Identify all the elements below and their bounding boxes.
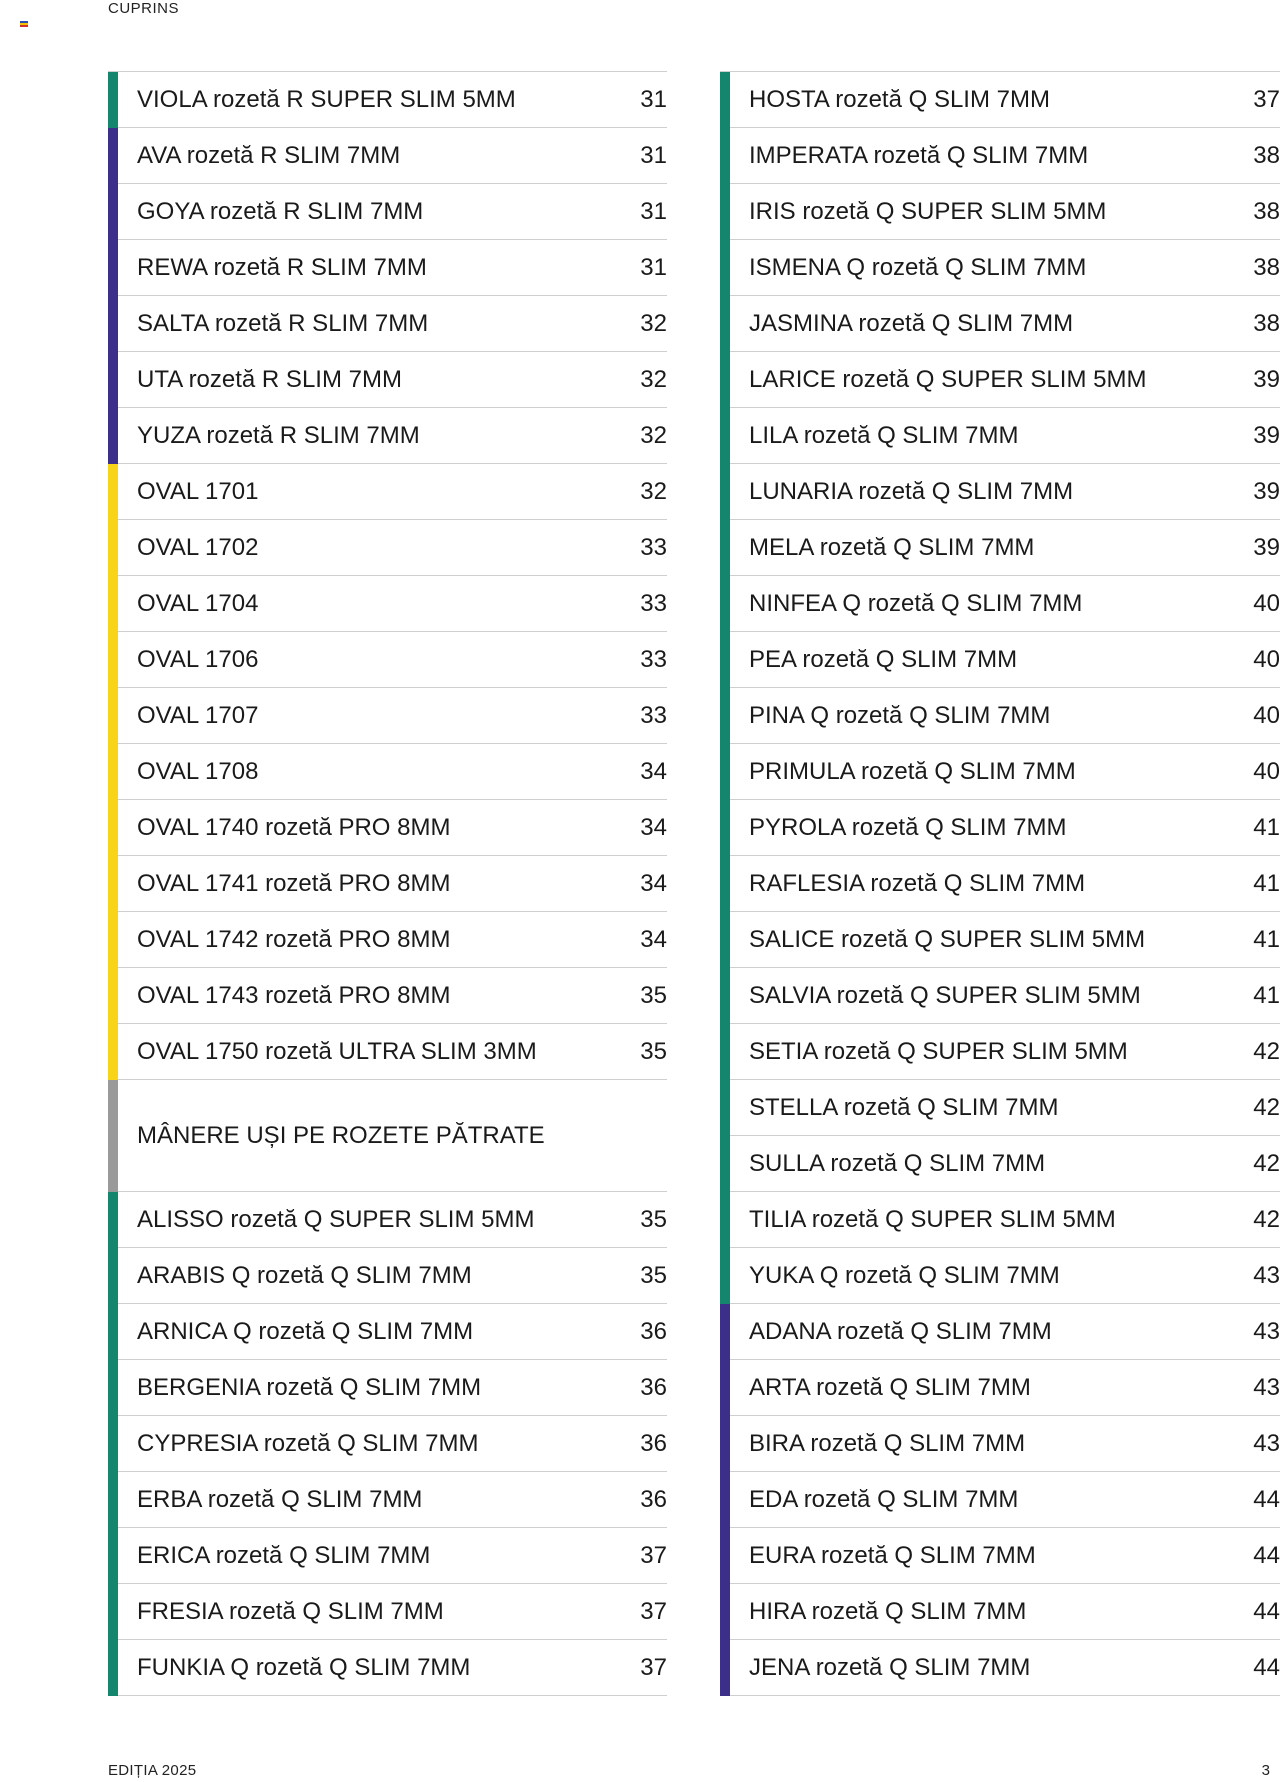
toc-entry-title: OVAL 1740 rozetă PRO 8MM — [137, 813, 451, 841]
toc-entry-page: 35 — [640, 1261, 667, 1289]
toc-entry-title: CYPRESIA rozetă Q SLIM 7MM — [137, 1429, 479, 1457]
toc-entry-page: 38 — [1253, 141, 1280, 169]
toc-entry-title: AVA rozetă R SLIM 7MM — [137, 141, 401, 169]
page-title: CUPRINS — [108, 0, 180, 17]
toc-entry[interactable] — [720, 184, 1280, 240]
toc-entry[interactable] — [108, 1584, 667, 1640]
toc-entry[interactable] — [108, 1248, 667, 1304]
toc-entry-title: ERICA rozetă Q SLIM 7MM — [137, 1541, 431, 1569]
toc-entry-title: STELLA rozetă Q SLIM 7MM — [749, 1093, 1059, 1121]
toc-entry-page: 32 — [640, 421, 667, 449]
toc-entry-title: FUNKIA Q rozetă Q SLIM 7MM — [137, 1653, 471, 1681]
category-color-bar — [720, 1080, 730, 1136]
toc-entry-page: 31 — [640, 253, 667, 281]
toc-entry-page: 32 — [640, 309, 667, 337]
category-color-bar — [108, 352, 118, 408]
category-color-bar — [720, 1640, 730, 1696]
category-color-bar — [108, 1304, 118, 1360]
toc-entry[interactable] — [720, 1136, 1280, 1192]
category-color-bar — [720, 184, 730, 240]
toc-entry-title: OVAL 1708 — [137, 757, 259, 785]
toc-entry[interactable] — [720, 296, 1280, 352]
toc-entry[interactable] — [108, 744, 667, 800]
category-color-bar — [108, 1192, 118, 1248]
toc-entry-title: PRIMULA rozetă Q SLIM 7MM — [749, 757, 1076, 785]
category-color-bar — [108, 856, 118, 912]
toc-entry-title: OVAL 1741 rozetă PRO 8MM — [137, 869, 451, 897]
toc-entry[interactable] — [108, 352, 667, 408]
toc-entry-title: RAFLESIA rozetă Q SLIM 7MM — [749, 869, 1086, 897]
toc-entry[interactable] — [108, 632, 667, 688]
toc-entry[interactable] — [720, 688, 1280, 744]
toc-entry-title: OVAL 1742 rozetă PRO 8MM — [137, 925, 451, 953]
category-color-bar — [108, 1080, 118, 1192]
category-color-bar — [108, 744, 118, 800]
category-color-bar — [720, 408, 730, 464]
toc-entry[interactable] — [108, 240, 667, 296]
toc-entry-page: 35 — [640, 1205, 667, 1233]
toc-entry-title: MÂNERE UȘI PE ROZETE PĂTRATE — [137, 1121, 545, 1149]
toc-entry-title: OVAL 1750 rozetă ULTRA SLIM 3MM — [137, 1037, 537, 1065]
category-color-bar — [720, 968, 730, 1024]
category-color-bar — [720, 1472, 730, 1528]
toc-entry-page: 34 — [640, 869, 667, 897]
toc-entry-page: 33 — [640, 645, 667, 673]
toc-entry-title: SALVIA rozetă Q SUPER SLIM 5MM — [749, 981, 1141, 1009]
toc-entry-title: EURA rozetă Q SLIM 7MM — [749, 1541, 1036, 1569]
toc-entry-title: UTA rozetă R SLIM 7MM — [137, 365, 402, 393]
toc-entry[interactable] — [720, 128, 1280, 184]
toc-entry-page: 42 — [1253, 1093, 1280, 1121]
toc-entry[interactable] — [720, 1640, 1280, 1696]
toc-entry[interactable] — [108, 520, 667, 576]
toc-entry-title: ARNICA Q rozetă Q SLIM 7MM — [137, 1317, 474, 1345]
toc-entry-page: 31 — [640, 141, 667, 169]
toc-entry-page: 42 — [1253, 1205, 1280, 1233]
category-color-bar — [108, 1472, 118, 1528]
toc-entry-title: OVAL 1706 — [137, 645, 259, 673]
toc-entry-title: LARICE rozetă Q SUPER SLIM 5MM — [749, 365, 1147, 393]
toc-entry[interactable] — [108, 688, 667, 744]
toc-entry-title: IRIS rozetă Q SUPER SLIM 5MM — [749, 197, 1107, 225]
toc-entry-page: 41 — [1253, 813, 1280, 841]
category-color-bar — [720, 1416, 730, 1472]
category-color-bar — [108, 464, 118, 520]
toc-entry-title: ADANA rozetă Q SLIM 7MM — [749, 1317, 1052, 1345]
toc-entry-page: 43 — [1253, 1429, 1280, 1457]
toc-entry[interactable] — [720, 1416, 1280, 1472]
category-color-bar — [108, 688, 118, 744]
toc-entry-title: OVAL 1702 — [137, 533, 259, 561]
category-color-bar — [720, 464, 730, 520]
category-color-bar — [108, 912, 118, 968]
category-color-bar — [108, 1360, 118, 1416]
toc-entry-title: LUNARIA rozetă Q SLIM 7MM — [749, 477, 1074, 505]
category-color-bar — [108, 1416, 118, 1472]
toc-entry-title: IMPERATA rozetă Q SLIM 7MM — [749, 141, 1089, 169]
toc-entry-title: OVAL 1701 — [137, 477, 259, 505]
category-color-bar — [720, 520, 730, 576]
toc-entry[interactable] — [720, 72, 1280, 128]
toc-entry[interactable] — [108, 1304, 667, 1360]
category-color-bar — [720, 128, 730, 184]
toc-entry-page: 39 — [1253, 421, 1280, 449]
toc-entry[interactable] — [720, 1528, 1280, 1584]
toc-entry-page: 36 — [640, 1373, 667, 1401]
toc-entry-title: ERBA rozetă Q SLIM 7MM — [137, 1485, 423, 1513]
toc-entry[interactable] — [720, 1472, 1280, 1528]
category-color-bar — [108, 296, 118, 352]
toc-entry-title: LILA rozetă Q SLIM 7MM — [749, 421, 1019, 449]
category-color-bar — [108, 72, 118, 128]
toc-entry-title: ARTA rozetă Q SLIM 7MM — [749, 1373, 1031, 1401]
toc-entry[interactable] — [720, 352, 1280, 408]
toc-entry[interactable] — [108, 1472, 667, 1528]
toc-entry-title: PYROLA rozetă Q SLIM 7MM — [749, 813, 1067, 841]
toc-entry-page: 40 — [1253, 701, 1280, 729]
toc-entry-title: NINFEA Q rozetă Q SLIM 7MM — [749, 589, 1083, 617]
toc-section-header — [108, 1080, 667, 1192]
toc-entry-page: 41 — [1253, 925, 1280, 953]
toc-entry[interactable] — [108, 1192, 667, 1248]
toc-entry-page: 32 — [640, 365, 667, 393]
category-color-bar — [720, 800, 730, 856]
category-color-bar — [720, 632, 730, 688]
toc-entry-title: PINA Q rozetă Q SLIM 7MM — [749, 701, 1051, 729]
toc-entry-page: 34 — [640, 813, 667, 841]
flag-icon — [20, 21, 28, 27]
toc-left-column — [108, 72, 667, 1696]
toc-entry-title: BERGENIA rozetă Q SLIM 7MM — [137, 1373, 482, 1401]
category-color-bar — [108, 1640, 118, 1696]
toc-entry[interactable] — [108, 464, 667, 520]
toc-right-column — [720, 72, 1280, 1696]
toc-entry[interactable] — [720, 968, 1280, 1024]
toc-entry[interactable] — [720, 1584, 1280, 1640]
category-color-bar — [720, 744, 730, 800]
category-color-bar — [108, 968, 118, 1024]
toc-entry-title: JASMINA rozetă Q SLIM 7MM — [749, 309, 1074, 337]
toc-entry-page: 32 — [640, 477, 667, 505]
category-color-bar — [720, 72, 730, 128]
toc-entry-page: 34 — [640, 757, 667, 785]
toc-entry-page: 37 — [640, 1653, 667, 1681]
toc-entry-page: 44 — [1253, 1597, 1280, 1625]
toc-entry-title: GOYA rozetă R SLIM 7MM — [137, 197, 424, 225]
toc-entry[interactable] — [720, 576, 1280, 632]
toc-entry[interactable] — [720, 1304, 1280, 1360]
toc-entry-page: 37 — [1253, 85, 1280, 113]
toc-entry-title: SALTA rozetă R SLIM 7MM — [137, 309, 429, 337]
toc-entry-page: 44 — [1253, 1653, 1280, 1681]
toc-entry-page: 36 — [640, 1317, 667, 1345]
toc-entry[interactable] — [108, 184, 667, 240]
toc-entry[interactable] — [720, 912, 1280, 968]
toc-entry[interactable] — [108, 576, 667, 632]
toc-entry-page: 40 — [1253, 645, 1280, 673]
category-color-bar — [108, 1248, 118, 1304]
toc-entry-title: ARABIS Q rozetă Q SLIM 7MM — [137, 1261, 472, 1289]
toc-entry-title: SALICE rozetă Q SUPER SLIM 5MM — [749, 925, 1146, 953]
category-color-bar — [720, 352, 730, 408]
category-color-bar — [720, 1360, 730, 1416]
toc-entry-title: JENA rozetă Q SLIM 7MM — [749, 1653, 1031, 1681]
category-color-bar — [720, 296, 730, 352]
toc-entry-title: PEA rozetă Q SLIM 7MM — [749, 645, 1018, 673]
toc-entry-page: 35 — [640, 981, 667, 1009]
toc-entry[interactable] — [720, 856, 1280, 912]
toc-entry[interactable] — [720, 240, 1280, 296]
toc-entry-title: BIRA rozetă Q SLIM 7MM — [749, 1429, 1026, 1457]
toc-entry-page: 36 — [640, 1485, 667, 1513]
category-color-bar — [108, 632, 118, 688]
toc-entry[interactable] — [108, 912, 667, 968]
category-color-bar — [720, 1192, 730, 1248]
toc-entry[interactable] — [720, 408, 1280, 464]
category-color-bar — [108, 408, 118, 464]
toc-entry-page: 39 — [1253, 533, 1280, 561]
toc-entry-page: 31 — [640, 197, 667, 225]
toc-entry-page: 43 — [1253, 1261, 1280, 1289]
toc-entry[interactable] — [720, 520, 1280, 576]
toc-entry-title: OVAL 1704 — [137, 589, 259, 617]
category-color-bar — [720, 1584, 730, 1640]
toc-entry[interactable] — [108, 1640, 667, 1696]
toc-entry[interactable] — [720, 1080, 1280, 1136]
toc-entry-page: 44 — [1253, 1485, 1280, 1513]
toc-entry-page: 43 — [1253, 1317, 1280, 1345]
toc-entry[interactable] — [108, 800, 667, 856]
category-color-bar — [108, 1024, 118, 1080]
category-color-bar — [720, 856, 730, 912]
toc-entry[interactable] — [720, 1248, 1280, 1304]
toc-entry-page: 40 — [1253, 589, 1280, 617]
category-color-bar — [720, 240, 730, 296]
toc-entry[interactable] — [108, 296, 667, 352]
category-color-bar — [720, 1528, 730, 1584]
category-color-bar — [108, 240, 118, 296]
category-color-bar — [720, 1024, 730, 1080]
toc-entry[interactable] — [720, 632, 1280, 688]
toc-entry-title: REWA rozetă R SLIM 7MM — [137, 253, 427, 281]
toc-entry-page: 42 — [1253, 1037, 1280, 1065]
toc-entry-title: ISMENA Q rozetă Q SLIM 7MM — [749, 253, 1087, 281]
category-color-bar — [108, 800, 118, 856]
toc-entry[interactable] — [720, 1192, 1280, 1248]
toc-entry[interactable] — [720, 1024, 1280, 1080]
toc-entry-page: 44 — [1253, 1541, 1280, 1569]
toc-entry-title: MELA rozetă Q SLIM 7MM — [749, 533, 1035, 561]
category-color-bar — [720, 576, 730, 632]
toc-entry-page: 33 — [640, 589, 667, 617]
toc-entry-page: 41 — [1253, 981, 1280, 1009]
toc-entry-page: 37 — [640, 1541, 667, 1569]
category-color-bar — [720, 1304, 730, 1360]
toc-entry-page: 37 — [640, 1597, 667, 1625]
toc-entry-title: EDA rozetă Q SLIM 7MM — [749, 1485, 1019, 1513]
toc-entry[interactable] — [720, 464, 1280, 520]
category-color-bar — [720, 688, 730, 744]
category-color-bar — [108, 184, 118, 240]
toc-entry-page: 39 — [1253, 477, 1280, 505]
toc-entry[interactable] — [108, 856, 667, 912]
toc-entry-title: SETIA rozetă Q SUPER SLIM 5MM — [749, 1037, 1128, 1065]
toc-entry-title: VIOLA rozetă R SUPER SLIM 5MM — [137, 85, 516, 113]
category-color-bar — [108, 1528, 118, 1584]
toc-entry-page: 34 — [640, 925, 667, 953]
toc-entry-page: 43 — [1253, 1373, 1280, 1401]
toc-entry-page: 38 — [1253, 309, 1280, 337]
toc-entry-page: 41 — [1253, 869, 1280, 897]
toc-entry-page: 33 — [640, 533, 667, 561]
toc-entry-title: OVAL 1707 — [137, 701, 259, 729]
toc-entry-page: 36 — [640, 1429, 667, 1457]
toc-entry[interactable] — [108, 1024, 667, 1080]
toc-entry-page: 33 — [640, 701, 667, 729]
toc-entry[interactable] — [108, 1416, 667, 1472]
toc-entry[interactable] — [108, 128, 667, 184]
category-color-bar — [108, 1584, 118, 1640]
toc-entry[interactable] — [720, 800, 1280, 856]
toc-entry-page: 31 — [640, 85, 667, 113]
toc-entry-title: SULLA rozetă Q SLIM 7MM — [749, 1149, 1046, 1177]
toc-entry-page: 38 — [1253, 197, 1280, 225]
category-color-bar — [720, 1248, 730, 1304]
toc-entry-page: 39 — [1253, 365, 1280, 393]
edition-label: EDIȚIA 2025 — [108, 1762, 197, 1779]
toc-entry[interactable] — [108, 408, 667, 464]
category-color-bar — [720, 1136, 730, 1192]
toc-entry-page: 42 — [1253, 1149, 1280, 1177]
category-color-bar — [720, 912, 730, 968]
category-color-bar — [108, 520, 118, 576]
toc-entry-page: 38 — [1253, 253, 1280, 281]
page-number: 3 — [1261, 1762, 1270, 1779]
toc-entry-title: OVAL 1743 rozetă PRO 8MM — [137, 981, 451, 1009]
toc-entry-title: FRESIA rozetă Q SLIM 7MM — [137, 1597, 444, 1625]
toc-entry[interactable] — [720, 744, 1280, 800]
toc-entry-page: 35 — [640, 1037, 667, 1065]
toc-entry-title: YUKA Q rozetă Q SLIM 7MM — [749, 1261, 1060, 1289]
toc-entry-title: YUZA rozetă R SLIM 7MM — [137, 421, 420, 449]
toc-entry-title: TILIA rozetă Q SUPER SLIM 5MM — [749, 1205, 1116, 1233]
toc-entry-title: ALISSO rozetă Q SUPER SLIM 5MM — [137, 1205, 535, 1233]
toc-entry[interactable] — [108, 968, 667, 1024]
toc-entry[interactable] — [108, 1360, 667, 1416]
toc-entry-page: 40 — [1253, 757, 1280, 785]
toc-entry[interactable] — [108, 1528, 667, 1584]
category-color-bar — [108, 576, 118, 632]
toc-entry[interactable] — [108, 72, 667, 128]
toc-entry-title: HIRA rozetă Q SLIM 7MM — [749, 1597, 1027, 1625]
category-color-bar — [108, 128, 118, 184]
toc-entry-title: HOSTA rozetă Q SLIM 7MM — [749, 85, 1050, 113]
toc-entry[interactable] — [720, 1360, 1280, 1416]
